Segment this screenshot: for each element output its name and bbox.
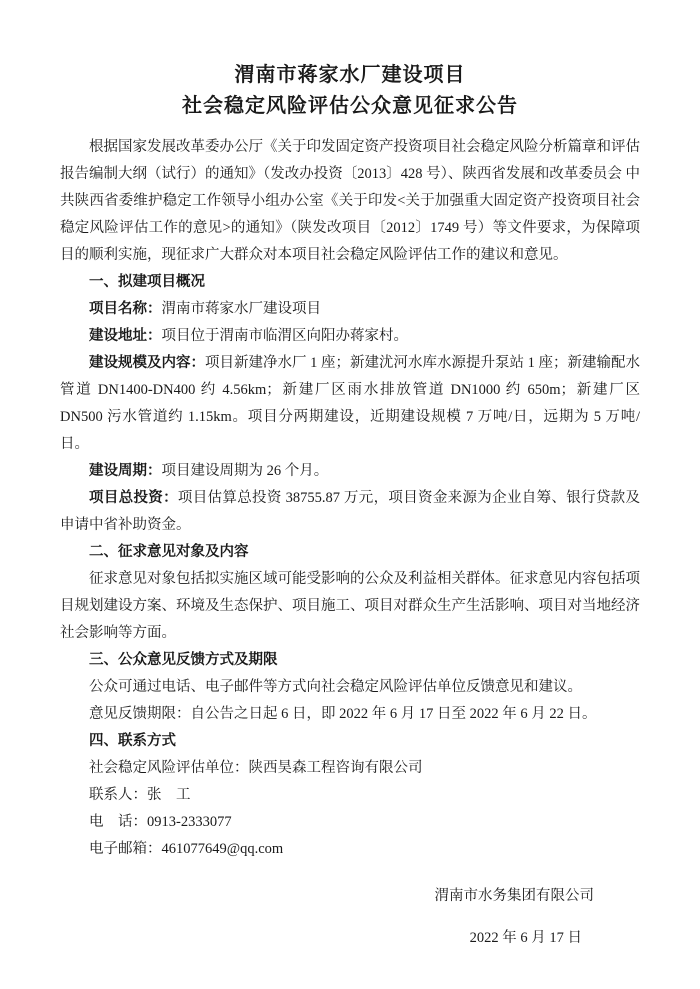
section2-body: 征求意见对象包括拟实施区域可能受影响的公众及利益相关群体。征求意见内容包括项目规划建设方案、环境及生态保护、项目施工、项目对群众生产生活影响、项目对当地经济社会影响等方面。 (60, 571, 640, 641)
project-name-value: 渭南市蒋家水厂建设项目 (161, 301, 321, 317)
email-line: 电子邮箱：461077649@qq.com (89, 841, 284, 857)
project-address-value: 项目位于渭南市临渭区向阳办蒋家村。 (161, 328, 408, 344)
signature-organization: 渭南市水务集团有限公司 (434, 888, 594, 904)
intro-paragraph: 根据国家发展改革委办公厅《关于印发固定资产投资项目社会稳定风险分析篇章和评估报告编制大纲（试行）的通知》（发改办投资〔2013〕428 号）、陕西省发展和改革委员会 中共陕西省委维护稳定工作领导小组办公室《关于印发<关于加强重大固定资产投资项目社会稳定风险评估工作的意见>的通知》（陕发改项目〔2012〕1749 号）等文件要求，为保障项目的顺利实施，现征求广大群众对本项目社会稳定风险评估工作的建议和意见。 (60, 139, 640, 263)
project-investment-value: 项目估算总投资 38755.87 万元，项目资金来源为企业自筹、银行贷款及申请中省补助资金。 (60, 490, 641, 533)
project-period-value: 项目建设周期为 26 个月。 (161, 463, 329, 479)
project-scale-value: 项目新建净水厂 1 座；新建沋河水库水源提升泵站 1 座；新建输配水管道 DN1400-DN400 约 4.56km；新建厂区雨水排放管道 DN1000 约 650m；新建厂区 DN500 污水管道约 1.15km。项目分两期建设，近期建设规模 7 万吨/日，远期为 5 万吨/日。 (60, 355, 640, 452)
feedback-deadline-line: 意见反馈期限：自公告之日起 6 日，即 2022 年 6 月 17 日至 2022 年 6 月 22 日。 (89, 706, 597, 722)
project-address-row (60, 323, 640, 350)
feedback-method-line: 公众可通过电话、电子邮件等方式向社会稳定风险评估单位反馈意见和建议。 (89, 679, 582, 695)
section4-heading: 四、联系方式 (89, 733, 176, 749)
project-scale-label: 建设规模及内容： (89, 355, 205, 371)
doc-title-line2: 社会稳定风险评估公众意见征求公告 (182, 95, 518, 117)
project-address-label: 建设地址： (89, 328, 162, 344)
project-period-row (60, 458, 640, 485)
signature-date: 2022 年 6 月 17 日 (469, 929, 582, 946)
phone-line: 电 话：0913-2333077 (89, 814, 232, 830)
project-name-row (60, 296, 640, 323)
contact-person-line: 联系人：张 工 (89, 787, 191, 803)
section2-heading: 二、征求意见对象及内容 (89, 544, 249, 560)
project-investment-label: 项目总投资： (89, 490, 178, 506)
project-name-label: 项目名称： (89, 301, 162, 317)
project-investment-row (60, 485, 640, 539)
section1-heading: 一、拟建项目概况 (89, 274, 205, 290)
doc-title-line1: 渭南市蒋家水厂建设项目 (234, 64, 466, 86)
project-scale-row (60, 350, 640, 458)
assessor-line: 社会稳定风险评估单位：陕西昊森工程咨询有限公司 (89, 760, 423, 776)
project-period-label: 建设周期： (89, 463, 162, 479)
section3-heading: 三、公众意见反馈方式及期限 (89, 652, 278, 668)
